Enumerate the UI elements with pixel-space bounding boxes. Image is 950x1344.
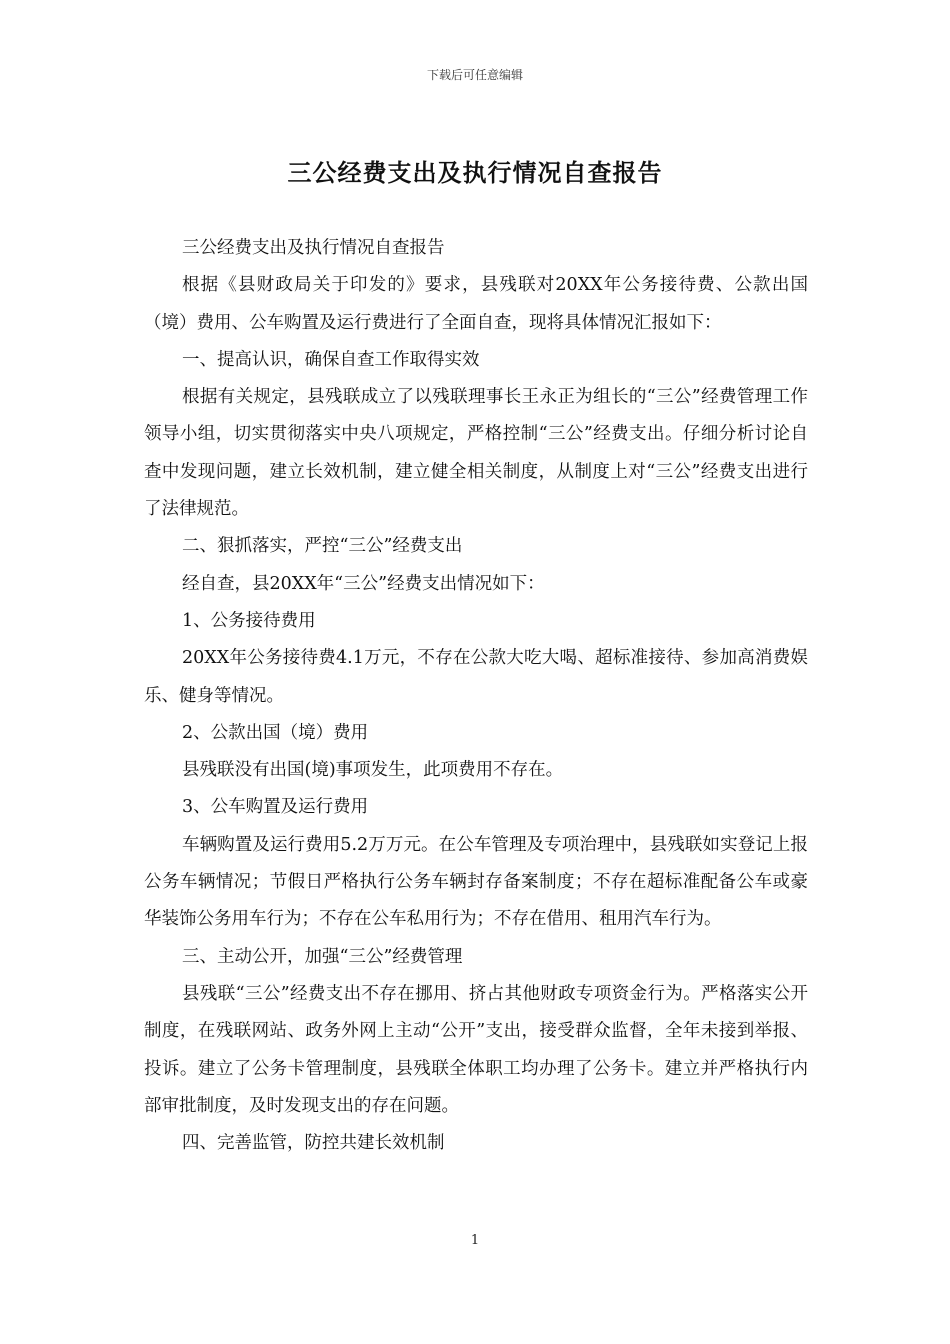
paragraph-section-1: 根据有关规定，县残联成立了以残联理事长王永正为组长的“三公”经费管理工作领导小组，切实贯彻落实中央八项规定，严格控制“三公”经费支出。仔细分析讨论自查中发现问题，建立长效机制，建立健全相关制度，从制度上对“三公”经费支出进行了法律规范。 [144,387,808,520]
document-body [144,230,808,1162]
paragraph-reception: 20XX年公务接待费4.1万元，不存在公款大吃大喝、超标准接待、参加高消费娱乐、健身等情况。 [144,648,808,706]
header-note: 下载后可任意编辑 [426,68,523,82]
section-heading-3: 三、主动公开，加强“三公”经费管理 [182,946,463,967]
subheading-overseas: 2、公款出国（境）费用 [182,722,369,743]
paragraph-intro: 根据《县财政局关于印发的》要求，县残联对20XX年公务接待费、公款出国（境）费用、公车购置及运行费进行了全面自查，现将具体情况汇报如下： [144,275,808,333]
document-title: 三公经费支出及执行情况自查报告 [287,159,663,187]
page-number: 1 [470,1233,480,1248]
subheading-reception: 1、公务接待费用 [182,610,316,631]
paragraph-subtitle: 三公经费支出及执行情况自查报告 [182,238,445,258]
section-heading-2: 二、狠抓落实，严控“三公”经费支出 [182,536,463,557]
section-heading-4: 四、完善监管，防控共建长效机制 [182,1133,445,1154]
paragraph-self-check: 经自查，县20XX年“三公”经费支出情况如下： [182,573,545,594]
paragraph-overseas: 县残联没有出国(境)事项发生，此项费用不存在。 [182,760,564,781]
paragraph-vehicles: 车辆购置及运行费用5.2万万元。在公车管理及专项治理中，县残联如实登记上报公务车辆情况；节假日严格执行公务车辆封存备案制度；不存在超标准配备公车或豪华装饰公务用车行为；不存在公车私用行为；不存在借用、租用汽车行为。 [144,834,808,930]
section-heading-1: 一、提高认识，确保自查工作取得实效 [182,349,480,370]
subheading-vehicles: 3、公车购置及运行费用 [182,797,369,818]
paragraph-section-3: 县残联“三公”经费支出不存在挪用、挤占其他财政专项资金行为。严格落实公开制度，在残联网站、政务外网上主动“公开”支出，接受群众监督，全年未接到举报、投诉。建立了公务卡管理制度，县残联全体职工均办理了公务卡。建立并严格执行内部审批制度，及时发现支出的存在问题。 [144,983,808,1116]
